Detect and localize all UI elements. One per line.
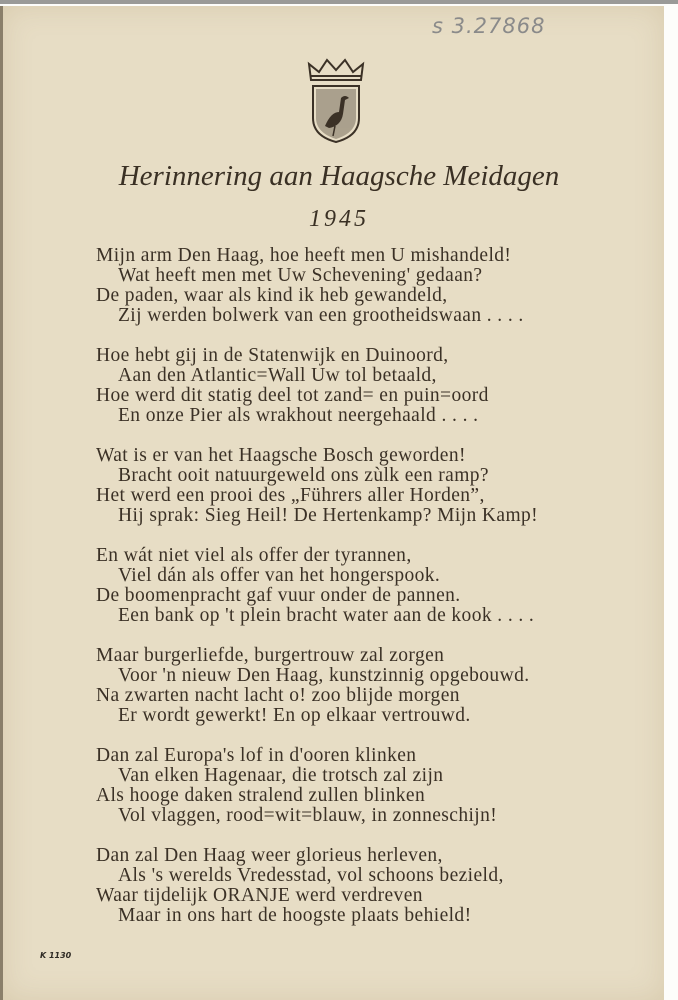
- poem-line: Waar tijdelijk ORANJE werd verdreven: [96, 885, 423, 906]
- poem-line: Hoe werd dit statig deel tot zand= en puin=oord: [96, 385, 489, 406]
- poem-line: De boomenpracht gaf vuur onder de pannen.: [96, 585, 461, 606]
- poem-body: [96, 246, 616, 946]
- stanza: [96, 746, 616, 826]
- poem-title: Herinnering aan Haagsche Meidagen: [118, 160, 560, 192]
- print-code: K 1130: [40, 951, 72, 960]
- the-hague-coat-of-arms-icon: [305, 56, 367, 146]
- poem-line: Wat heeft men met Uw Schevening' gedaan?: [118, 265, 483, 286]
- paper-left-edge: [0, 6, 3, 1000]
- poem-line: Aan den Atlantic=Wall Uw tol betaald,: [118, 365, 437, 386]
- poem-line: Van elken Hagenaar, die trotsch zal zijn: [118, 765, 444, 786]
- poem-line: Er wordt gewerkt! En op elkaar vertrouwd.: [118, 705, 471, 726]
- poem-line: Dan zal Europa's lof in d'ooren klinken: [96, 745, 417, 766]
- stanza: [96, 846, 616, 926]
- poem-line: Vol vlaggen, rood=wit=blauw, in zonneschijn!: [118, 805, 498, 826]
- poem-line: Zij werden bolwerk van een grootheidswaan . . . .: [118, 305, 524, 326]
- poem-line: Mijn arm Den Haag, hoe heeft men U mishandeld!: [96, 245, 512, 266]
- poem-line: Na zwarten nacht lacht o! zoo blijde morgen: [96, 685, 460, 706]
- stanza: [96, 546, 616, 626]
- stanza: [96, 246, 616, 326]
- poem-line: Wat is er van het Haagsche Bosch geworden!: [96, 445, 466, 466]
- scan-top-edge: [0, 0, 678, 4]
- poem-line: Hij sprak: Sieg Heil! De Hertenkamp? Mijn Kamp!: [118, 505, 539, 526]
- poem-year: 1945: [309, 206, 369, 232]
- poem-line: Hoe hebt gij in de Statenwijk en Duinoord,: [96, 345, 449, 366]
- poem-line: Een bank op 't plein bracht water aan de kook . . . .: [118, 605, 535, 626]
- poem-line: Bracht ooit natuurgeweld ons zùlk een ramp?: [118, 465, 489, 486]
- stanza: [96, 446, 616, 526]
- poem-line: Maar in ons hart de hoogste plaats behield!: [118, 905, 472, 926]
- poem-line: Maar burgerliefde, burgertrouw zal zorgen: [96, 645, 445, 666]
- poem-line: En wát niet viel als offer der tyrannen,: [96, 545, 412, 566]
- poem-line: Voor 'n nieuw Den Haag, kunstzinnig opgebouwd.: [118, 665, 530, 686]
- poem-line: Als 's werelds Vredesstad, vol schoons bezield,: [118, 865, 504, 886]
- poem-line: Viel dán als offer van het hongerspook.: [118, 565, 441, 586]
- poem-line: Als hooge daken stralend zullen blinken: [96, 785, 426, 806]
- stanza: [96, 646, 616, 726]
- poem-line: Dan zal Den Haag weer glorieus herleven,: [96, 845, 443, 866]
- poem-line: De paden, waar als kind ik heb gewandeld,: [96, 285, 448, 306]
- poem-line: En onze Pier als wrakhout neergehaald . . . .: [118, 405, 479, 426]
- archive-number: s 3.27868: [432, 14, 546, 38]
- stanza: [96, 346, 616, 426]
- poem-line: Het werd een prooi des „Führers aller Horden”,: [96, 485, 485, 506]
